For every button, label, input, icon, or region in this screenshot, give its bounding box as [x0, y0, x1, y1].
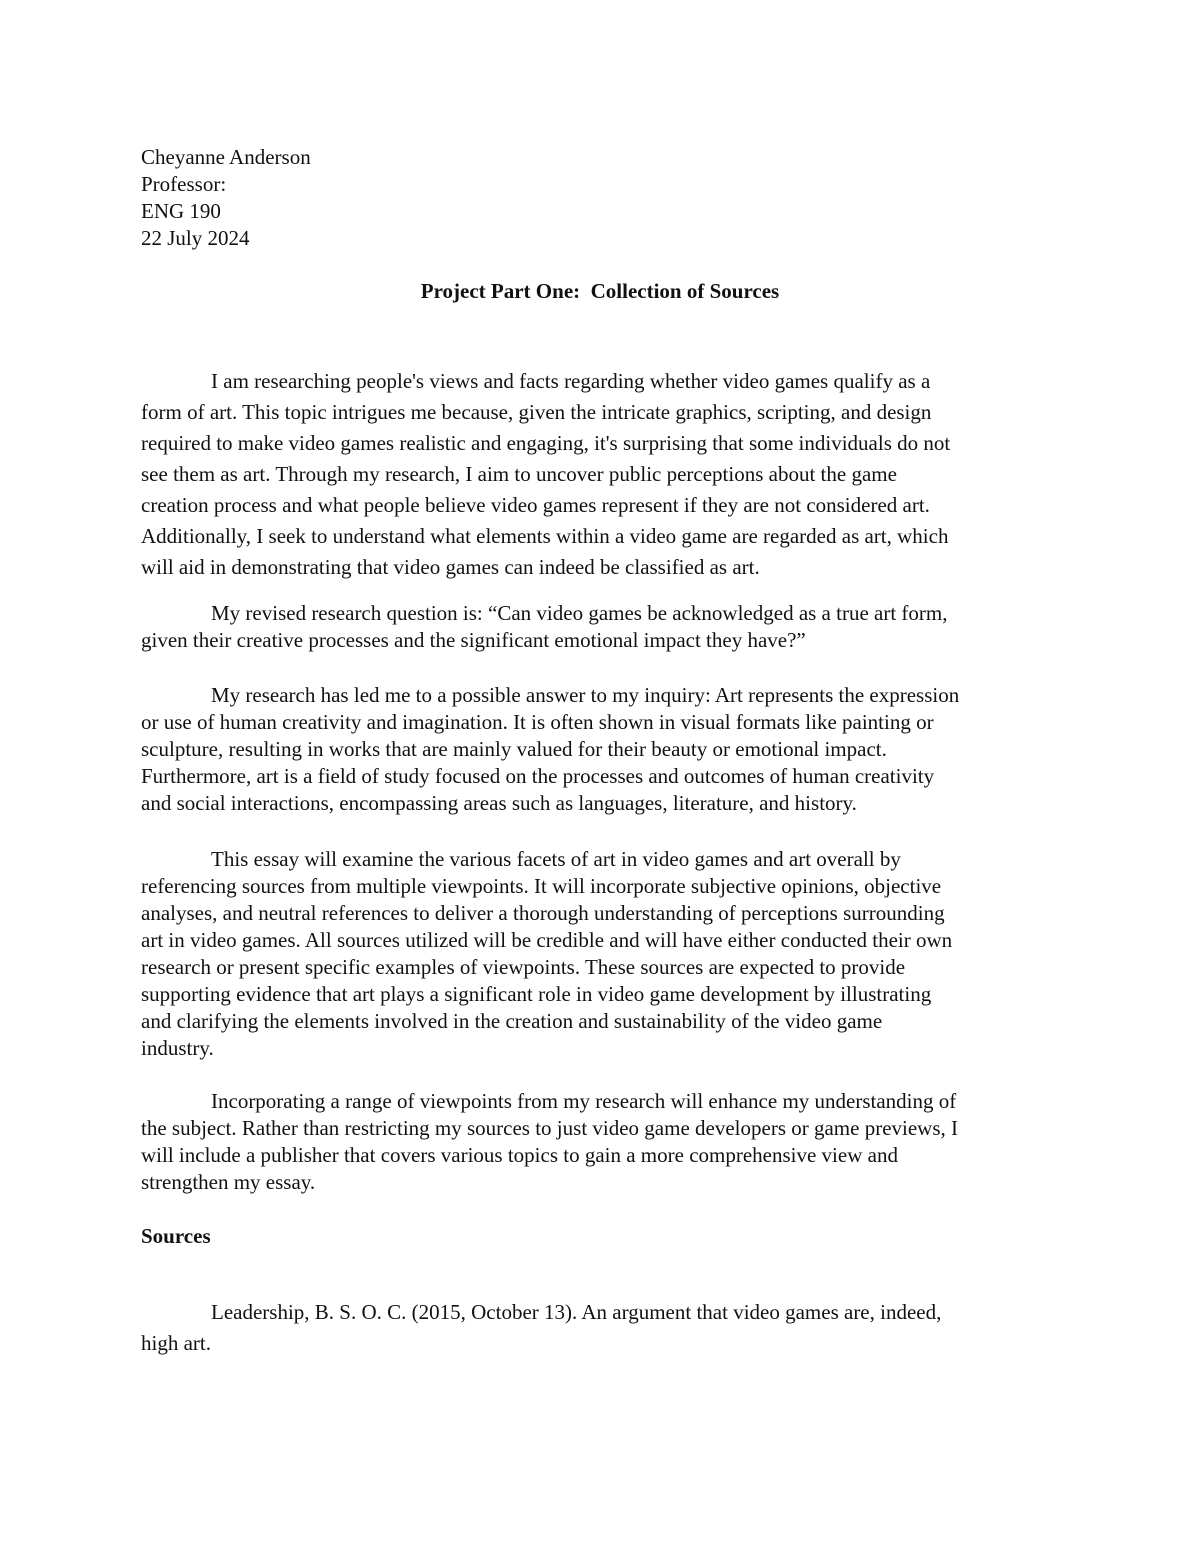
source-entry	[141, 1297, 1053, 1359]
paragraph-line: creation process and what people believe video games represent if they are not considered art.	[141, 493, 930, 517]
paragraph-line: will include a publisher that covers various topics to gain a more comprehensive view and	[141, 1143, 898, 1167]
paragraph-line: and clarifying the elements involved in the creation and sustainability of the video game	[141, 1009, 883, 1033]
document-header	[141, 144, 311, 252]
paragraph-line: analyses, and neutral references to deliver a thorough understanding of perceptions surrounding	[141, 901, 945, 925]
paragraph-line: supporting evidence that art plays a significant role in video game development by illustrating	[141, 982, 932, 1006]
paragraph-line: This essay will examine the various facets of art in video games and art overall by	[211, 847, 901, 871]
paragraph-line: My research has led me to a possible answer to my inquiry: Art represents the expression	[211, 683, 960, 707]
document-title: Project Part One: Collection of Sources	[420, 279, 780, 303]
paragraph-line: research or present specific examples of viewpoints. These sources are expected to provide	[141, 955, 906, 979]
paragraph-viewpoints	[141, 1088, 1053, 1196]
paragraph-line: sculpture, resulting in works that are mainly valued for their beauty or emotional impact.	[141, 737, 887, 761]
paragraph-line: industry.	[141, 1036, 214, 1060]
paragraph-line: referencing sources from multiple viewpoints. It will incorporate subjective opinions, objective	[141, 874, 942, 898]
paragraph-line: given their creative processes and the significant emotional impact they have?”	[141, 628, 806, 652]
paragraph-line: Furthermore, art is a field of study focused on the processes and outcomes of human creativity	[141, 764, 935, 788]
document-date: 22 July 2024	[141, 226, 250, 250]
paragraph-line: form of art. This topic intrigues me because, given the intricate graphics, scripting, and design	[141, 400, 932, 424]
paragraph-line: My revised research question is: “Can video games be acknowledged as a true art form,	[211, 601, 948, 625]
paragraph-line: art in video games. All sources utilized will be credible and will have either conducted their own	[141, 928, 953, 952]
course-code: ENG 190	[141, 199, 221, 223]
paragraph-line: I am researching people's views and facts regarding whether video games qualify as a	[211, 369, 931, 393]
paragraph-essay-overview	[141, 846, 1053, 1062]
author-name: Cheyanne Anderson	[141, 145, 311, 169]
paragraph-line: or use of human creativity and imagination. It is often shown in visual formats like painting or	[141, 710, 934, 734]
paragraph-line: Additionally, I seek to understand what elements within a video game are regarded as art, which	[141, 524, 949, 548]
sources-heading: Sources	[141, 1224, 211, 1248]
source-entry-line: Leadership, B. S. O. C. (2015, October 13). An argument that video games are, indeed,	[211, 1300, 942, 1324]
paragraph-line: Incorporating a range of viewpoints from my research will enhance my understanding of	[211, 1089, 957, 1113]
source-entry-line: high art.	[141, 1331, 211, 1355]
professor-line: Professor:	[141, 172, 227, 196]
paragraph-line: the subject. Rather than restricting my sources to just video game developers or game previews, I	[141, 1116, 959, 1140]
paragraph-line: strengthen my essay.	[141, 1170, 316, 1194]
paragraph-possible-answer	[141, 682, 1053, 817]
paragraph-intro	[141, 366, 1053, 583]
paragraph-line: will aid in demonstrating that video games can indeed be classified as art.	[141, 555, 760, 579]
paragraph-research-question	[141, 600, 1053, 654]
paragraph-line: and social interactions, encompassing areas such as languages, literature, and history.	[141, 791, 857, 815]
paragraph-line: required to make video games realistic and engaging, it's surprising that some individuals do not	[141, 431, 951, 455]
paragraph-line: see them as art. Through my research, I aim to uncover public perceptions about the game	[141, 462, 897, 486]
